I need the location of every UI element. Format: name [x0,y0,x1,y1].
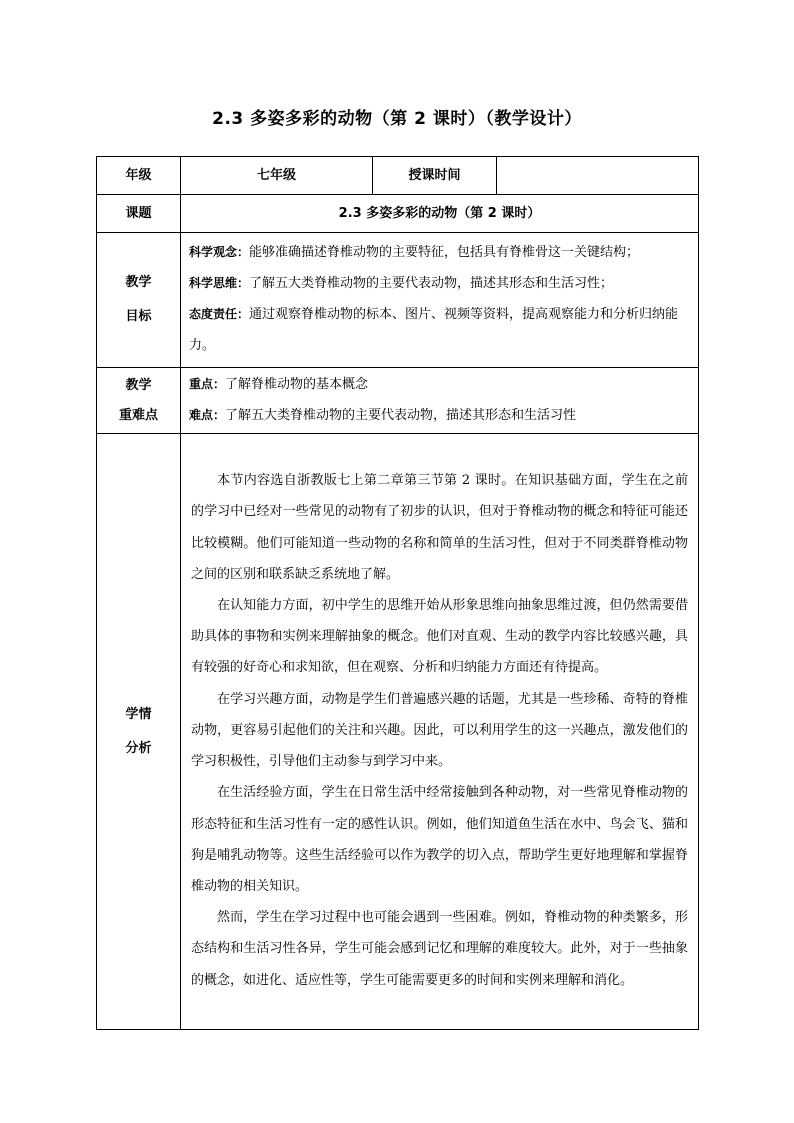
teaching-time-label: 授课时间 [373,157,497,195]
analysis-paragraph: 在学习兴趣方面，动物是学生们普遍感兴趣的话题，尤其是一些珍稀、奇特的脊椎动物，更容易引起他们的关注和兴趣。因此，可以利用学生的这一兴趣点，激发他们的学习积极性，引导他们主动参与到学习中来。 [191,691,688,770]
topic-value: 2.3 多姿多彩的动物（第 2 课时） [181,195,699,233]
analysis-paragraph: 本节内容选自浙教版七上第二章第三节第 2 课时。在知识基础方面，学生在之前的学习中已经对一些常见的动物有了初步的认识，但对于脊椎动物的概念和特征可能还比较模糊。他们可能知道一些动物的名称和简单的生活习性，但对于不同类群脊椎动物之间的区别和联系缺乏系统地了解。 [191,473,688,582]
analysis-row [97,434,699,1030]
keypoints-row [97,368,699,434]
analysis-label-line2: 分析 [125,740,152,756]
analysis-label-line1: 学情 [125,706,152,722]
analysis-content [181,434,699,1030]
goals-label-line2: 目标 [125,309,152,324]
keypoint-item: 难点：了解五大类脊椎动物的主要代表动物，描述其形态和生活习性 [189,408,577,423]
analysis-paragraph: 然而，学生在学习过程中也可能会遇到一些困难。例如，脊椎动物的种类繁多，形态结构和生活习性各异，学生可能会感到记忆和理解的难度较大。此外，对于一些抽象的概念，如进化、适应性等，学生可能需要更多的时间和实例来理解和消化。 [191,910,688,988]
keypoint-item: 重点：了解脊椎动物的基本概念 [189,377,369,392]
goals-row [97,233,699,368]
lesson-plan-table [96,156,699,1030]
topic-label: 课题 [97,195,181,233]
analysis-paragraph: 在认知能力方面，初中学生的思维开始从形象思维向抽象思维过渡，但仍然需要借助具体的事物和实例来理解抽象的概念。他们对直观、生动的教学内容比较感兴趣，具有较强的好奇心和求知欲，但在观察、分析和归纳能力方面还有待提高。 [191,598,688,676]
page-title: 2.3 多姿多彩的动物（第 2 课时）（教学设计） [212,109,582,129]
goal-item: 科学思维：了解五大类脊椎动物的主要代表动物，描述其形态和生活习性； [189,276,614,291]
keypoints-label-line1: 教学 [125,377,152,393]
goals-label-line1: 教学 [125,275,152,290]
analysis-paragraph: 在生活经验方面，学生在日常生活中经常接触到各种动物，对一些常见脊椎动物的形态特征和生活习性有一定的感性认识。例如，他们知道鱼生活在水中、鸟会飞、猫和狗是哺乳动物等。这些生活经验可以作为教学的切入点，帮助学生更好地理解和掌握脊椎动物的相关知识。 [191,785,688,894]
goals-content [181,233,699,368]
goal-item: 科学观念：能够准确描述脊椎动物的主要特征，包括具有脊椎骨这一关键结构； [189,245,640,260]
goals-label [97,233,181,368]
analysis-label [97,434,181,1030]
goal-item: 态度责任：通过观察脊椎动物的标本、图片、视频等资料，提高观察能力和分析归纳能力。 [189,307,679,353]
grade-value: 七年级 [181,157,373,195]
grade-row [97,157,699,195]
keypoints-content [181,368,699,434]
keypoints-label-line2: 重难点 [118,407,158,423]
teaching-time-value[interactable] [497,157,699,195]
grade-label: 年级 [97,157,181,195]
keypoints-label [97,368,181,434]
topic-row [97,195,699,233]
